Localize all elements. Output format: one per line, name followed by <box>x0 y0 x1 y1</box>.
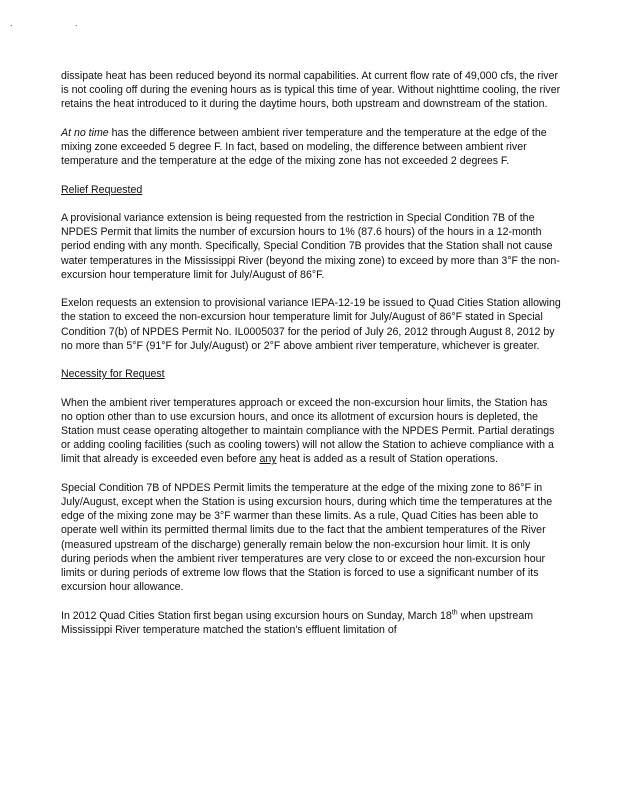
heading-relief-requested: Relief Requested <box>61 183 143 196</box>
paragraph-exelon-request: Exelon requests an extension to provisional variance IEPA-12-19 be issued to Quad Cities Station allowing the station to exceed the non-excursion hour temperature limit for July/August of 86°F stated in Special Condition 7(b) of NPDES Permit No. IL0005037 for the period of July 26, 2012 through August 8, 2012 by no more than 5°F (91°F for July/August) or 2°F above ambient river temperature, whichever is greater. <box>61 297 561 352</box>
scan-corner-marks: . . <box>10 18 108 28</box>
paragraph-necessity-text-b: heat is added as a result of Station operations. <box>276 453 498 466</box>
paragraph-2012-text-b: when upstream Mississippi River temperature matched the station's effluent limitation of <box>61 609 534 636</box>
underlined-any: any <box>259 453 277 466</box>
paragraph-heat-dissipation: dissipate heat has been reduced beyond its normal capabilities. At current flow rate of 49,000 cfs, the river is not cooling off during the evening hours as is typical this time of year. Without nighttime cooling, the river retains the heat introduced to it during the daytime hours, both upstream and downstream of the station. <box>61 70 561 111</box>
heading-necessity-for-request: Necessity for Request <box>61 368 165 381</box>
paragraph-necessity-text-a: When the ambient river temperatures approach or exceed the non-excursion hour limits, the Station has no option other than to use excursion hours, and once its allotment of excursion hours is depleted, the Station must cease operating altogether to maintain compliance with the NPDES Permit. Partial deratings or adding cooling facilities (such as cooling towers) will not allow the Station to achieve compliance with a limit that already is exceeded even before <box>61 396 555 466</box>
paragraph-special-condition-7b: Special Condition 7B of NPDES Permit limits the temperature at the edge of the mixing zone to 86°F in July/August, except when the Station is using excursion hours, during which time the temperatures at the edge of the mixing zone may be 3°F warmer than these limits. As a rule, Quad Cities has been able to operate well within its permitted thermal limits due to the fact that the ambient temperatures of the River (measured upstream of the discharge) generally remain below the non-excursion hour limit. It is only during periods when the ambient river temperatures are very close to or exceed the non-excursion hour limits or during periods of extreme low flows that the Station is forced to use a significant number of its excursion hour allowance. <box>61 481 553 594</box>
paragraph-2012-excursion <box>61 609 561 637</box>
emphasis-at-no-time: At no time <box>61 126 109 139</box>
paragraph-variance-extension: A provisional variance extension is being requested from the restriction in Special Condition 7B of the NPDES Permit that limits the number of excursion hours to 1% (87.6 hours) of the hours in a 12-month period ending with any month. Specifically, Special Condition 7B provides that the Station shall not cause water temperatures in the Mississippi River (beyond the mixing zone) to exceed by more than 3°F the non-excursion hour temperature limit for July/August of 86°F. <box>61 211 560 281</box>
paragraph-2012-text-a: In 2012 Quad Cities Station first began using excursion hours on Sunday, March 18 <box>61 609 452 622</box>
paragraph-temperature-difference <box>61 126 561 169</box>
paragraph-temperature-difference-text: has the difference between ambient river temperature and the temperature at the edge of the mixing zone exceeded 5 degree F. In fact, based on modeling, the difference between ambient river temperature and the temperature at the edge of the mixing zone has not exceeded 2 degrees F. <box>61 126 547 168</box>
paragraph-excursion-hours-necessity <box>61 396 561 467</box>
superscript-th: th <box>451 609 458 617</box>
document-body <box>61 69 561 651</box>
